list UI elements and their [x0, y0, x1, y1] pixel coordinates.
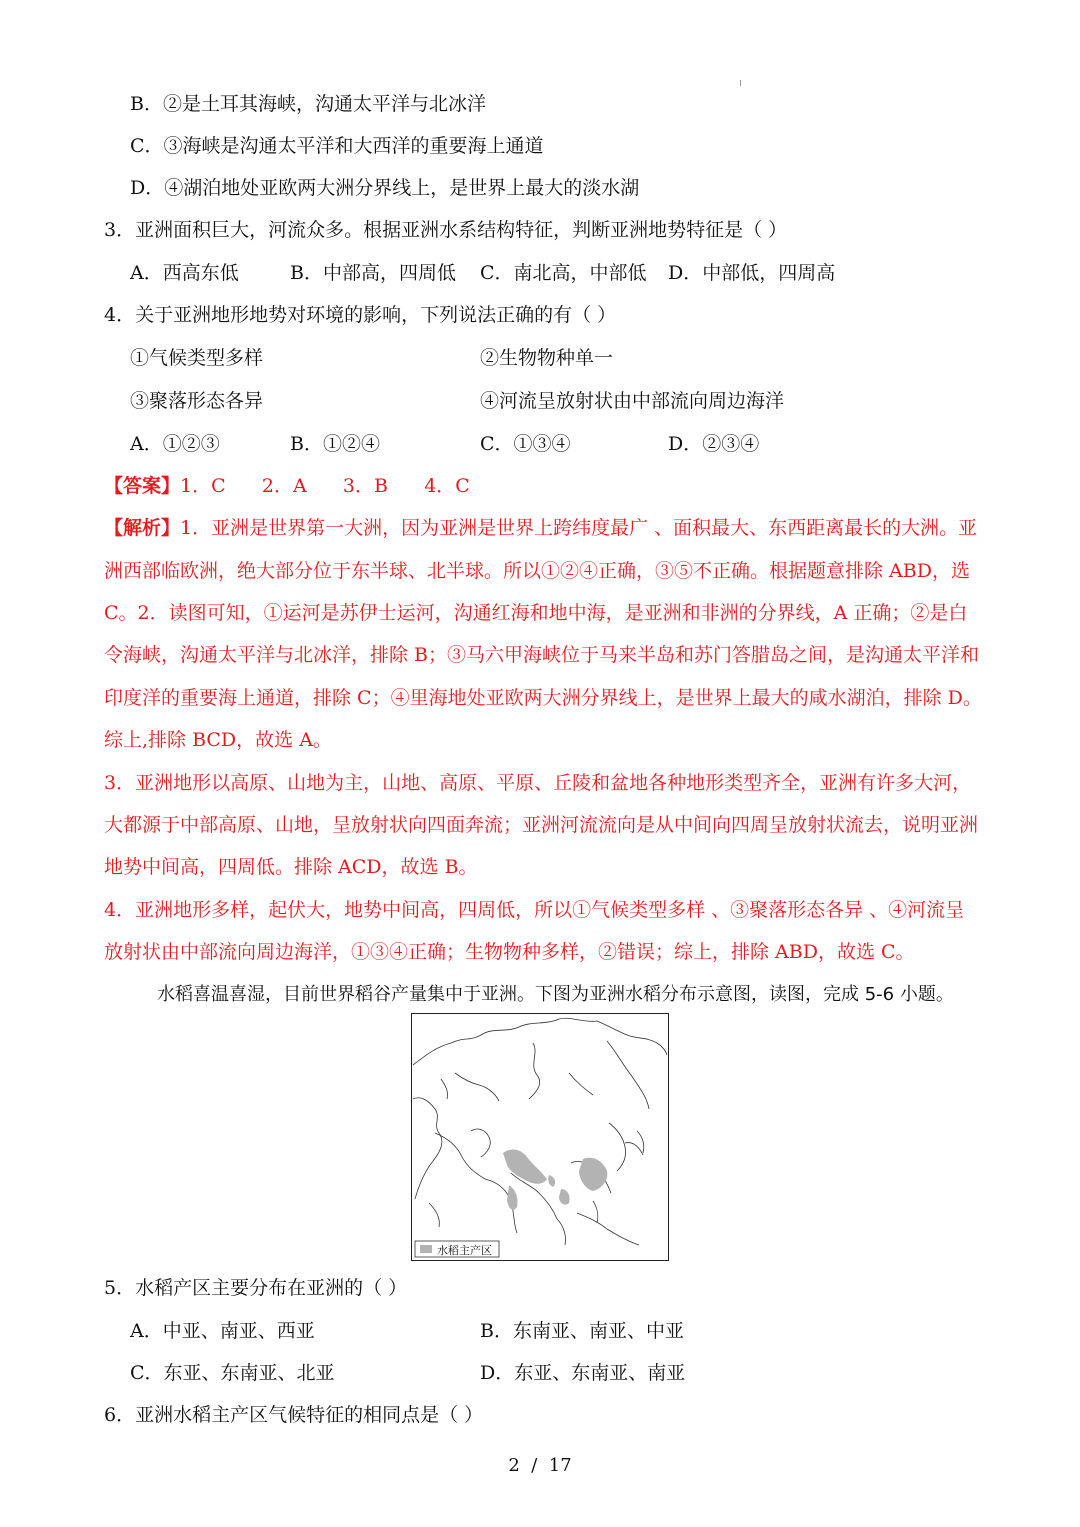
statement-2: ②生物物种单一 [480, 347, 614, 369]
option-c-q2: C．③海峡是沟通太平洋和大西洋的重要海上通道 [130, 135, 544, 157]
question-4-stem: 4．关于亚洲地形地势对环境的影响，下列说法正确的有（ ） [104, 304, 617, 326]
legend-label: 水稻主产区 [437, 1245, 492, 1257]
option-c-q5: C．东亚、东南亚、北亚 [130, 1362, 335, 1384]
legend-swatch [420, 1245, 432, 1253]
option-a-q4: A．①②③ [130, 433, 220, 455]
analysis-line-2: 洲西部临欧洲，绝大部分位于东半球、北半球。所以①②④正确，③⑤不正确。根据题意排除 ABD，选 [104, 560, 970, 582]
map-frame [412, 1014, 669, 1261]
option-d-q2: D．④湖泊地处亚欧两大洲分界线上，是世界上最大的淡水湖 [130, 177, 640, 199]
analysis-line-4: 令海峡，沟通太平洋与北冰洋，排除 B；③马六甲海峡位于马来半岛和苏门答腊岛之间，是沟通太平洋和 [104, 644, 980, 666]
analysis-line-7: 3．亚洲地形以高原、山地为主，山地、高原、平原、丘陵和盆地各种地形类型齐全，亚洲有许多大河， [104, 772, 972, 794]
option-b-q5: B．东南亚、南亚、中亚 [480, 1320, 684, 1342]
option-c-q4: C．①③④ [480, 433, 571, 455]
analysis-text-1: 1．亚洲是世界第一大洲，因为亚洲是世界上跨纬度最广 、面积最大、东西距离最长的大洲。亚 [180, 517, 978, 539]
statement-1: ①气候类型多样 [130, 347, 264, 369]
statement-3: ③聚落形态各异 [130, 390, 264, 412]
option-a-q5: A．中亚、南亚、西亚 [130, 1320, 315, 1342]
analysis-line-9: 地势中间高，四周低。排除 ACD，故选 B。 [104, 856, 478, 878]
scan-mark [740, 80, 741, 86]
question-3-stem: 3．亚洲面积巨大，河流众多。根据亚洲水系结构特征，判断亚洲地势特征是（ ） [104, 219, 788, 241]
analysis-line-3: C。2．读图可知，①运河是苏伊士运河，沟通红海和地中海，是亚洲和非洲的分界线，A 正确；②是白 [104, 602, 968, 624]
analysis-line-6: 综上,排除 BCD，故选 A。 [104, 729, 332, 751]
question-5-stem: 5．水稻产区主要分布在亚洲的（ ） [104, 1277, 408, 1299]
option-b-q2: B．②是土耳其海峡，沟通太平洋与北冰洋 [130, 93, 486, 115]
option-d-q5: D．东亚、东南亚、南亚 [480, 1362, 686, 1384]
analysis-line-8: 大都源于中部高原、山地，呈放射状向四面奔流；亚洲河流流向是从中间向四周呈放射状流去，说明亚洲 [104, 814, 979, 836]
answer-text: 1．C 2．A 3．B 4．C [180, 475, 470, 497]
material-intro: 水稻喜温喜湿，目前世界稻谷产量集中于亚洲。下图为亚洲水稻分布示意图，读图，完成 5-6 小题。 [157, 984, 954, 1005]
analysis-label: 【解析】 [104, 517, 181, 539]
page-number: 2 / 17 [508, 1455, 572, 1476]
option-d-q3: D．中部低，四周高 [668, 262, 836, 284]
asia-rice-map [411, 1013, 669, 1261]
option-c-q3: C．南北高，中部低 [480, 262, 647, 284]
option-b-q3: B．中部高，四周低 [290, 262, 456, 284]
analysis-line-5: 印度洋的重要海上通道，排除 C；④里海地处亚欧两大洲分界线上，是世界上最大的咸水湖泊，排除 D。 [104, 687, 982, 709]
statement-4: ④河流呈放射状由中部流向周边海洋 [480, 390, 785, 412]
answer-line [104, 473, 470, 499]
option-b-q4: B．①②④ [290, 433, 380, 455]
option-d-q4: D．②③④ [668, 433, 760, 455]
analysis-line-10: 4．亚洲地形多样，起伏大，地势中间高，四周低，所以①气候类型多样 、③聚落形态各异 、④河流呈 [104, 899, 965, 921]
option-a-q3: A．西高东低 [130, 262, 239, 284]
analysis-line-11: 放射状由中部流向周边海洋，①③④正确；生物物种多样，②错误；综上，排除 ABD，故选 C。 [104, 941, 915, 963]
analysis-line-1 [104, 515, 977, 541]
question-6-stem: 6．亚洲水稻主产区气候特征的相同点是（ ） [104, 1404, 484, 1426]
answer-label: 【答案】 [104, 475, 181, 497]
